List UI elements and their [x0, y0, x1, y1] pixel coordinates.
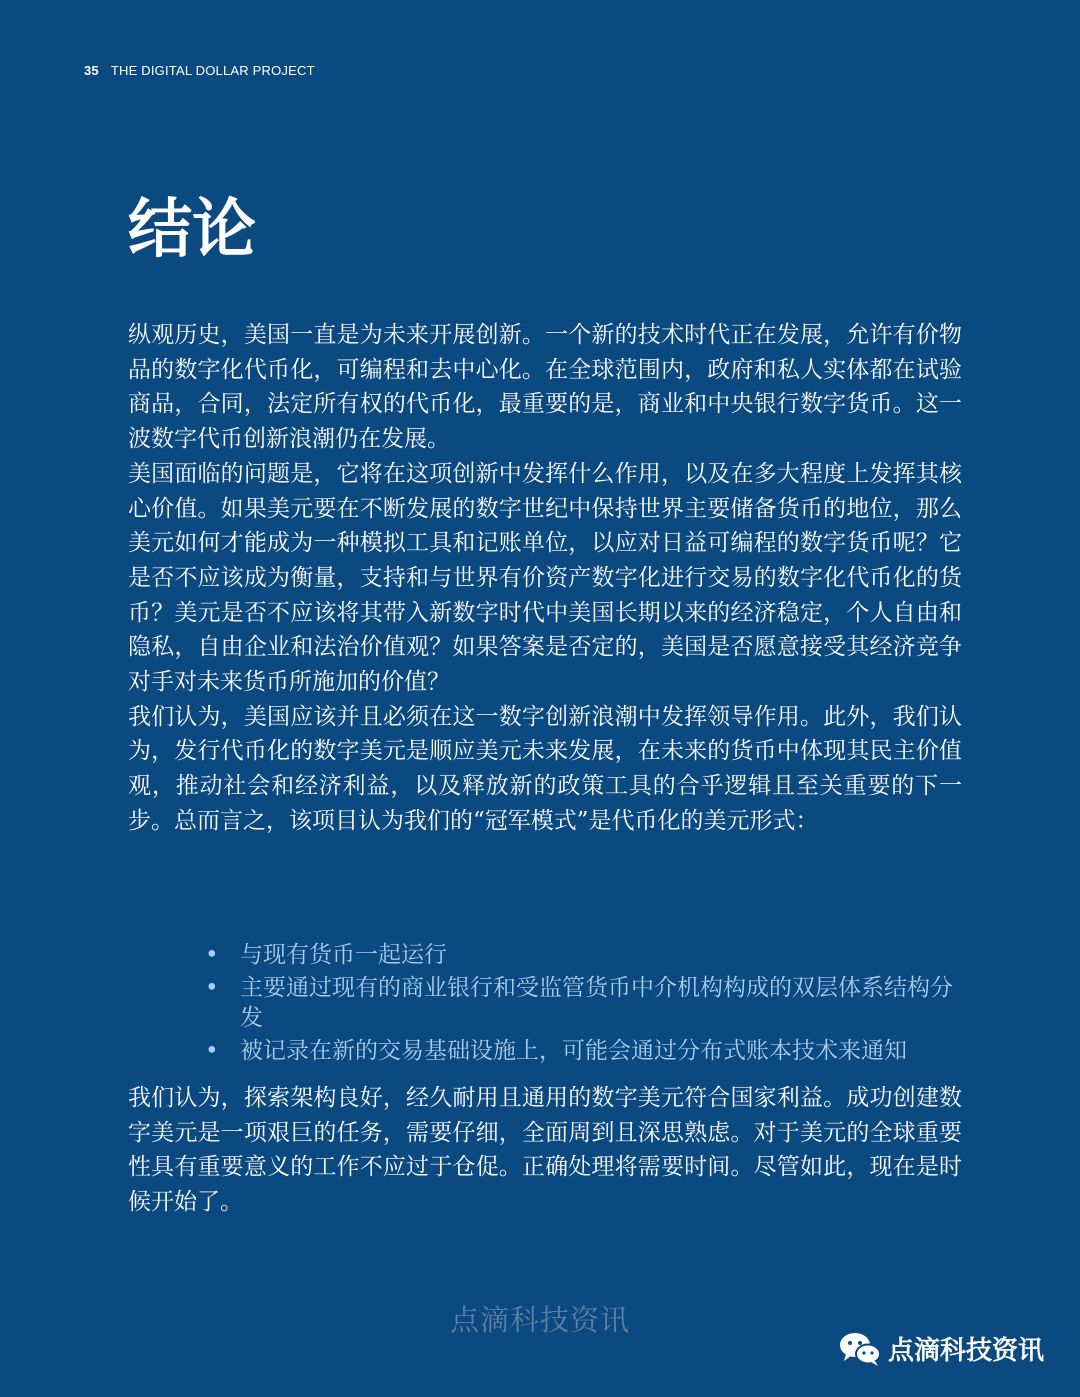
- watermark-text: 点滴科技资讯: [449, 1303, 630, 1337]
- paragraph: 纵观历史，美国一直是为未来开展创新。一个新的技术时代正在发展，允许有价物品的数字化代币化，可编程和去中心化。在全球范围内，政府和私人实体都在试验商品，合同，法定所有权的代币化，最重要的是，商业和中央银行数字货币。这一波数字代币创新浪潮仍在发展。: [128, 322, 962, 453]
- publication-name: THE DIGITAL DOLLAR PROJECT: [110, 63, 315, 78]
- wechat-icon: [838, 1331, 882, 1367]
- paragraph: 美国面临的问题是，它将在这项创新中发挥什么作用，以及在多大程度上发挥其核心价值。如果美元要在不断发展的数字世纪中保持世界主要储备货币的地位，那么美元如何才能成为一种模拟工具和记账单位，以应对日益可编程的数字货币呢？它是否不应该成为衡量，支持和与世界有价资产数字化进行交易的数字化代币化的货币？美元是否不应该将其带入新数字时代中美国长期以来的经济稳定，个人自由和隐私，自由企业和法治价值观？如果答案是否定的，美国是否愿意接受其经济竞争对手对未来货币所施加的价值？: [128, 460, 962, 696]
- bullet-glyph: •: [205, 942, 219, 968]
- intro-text: [128, 318, 962, 839]
- brand-mark: [838, 1330, 1044, 1367]
- page-title: 结论: [128, 193, 256, 267]
- bullet-list: [205, 940, 962, 1069]
- closing-text: [128, 1081, 962, 1220]
- list-item: [205, 973, 962, 1033]
- list-item-text: 被记录在新的交易基础设施上，可能会通过分布式账本技术来通知: [240, 1038, 907, 1064]
- list-item-text: 主要通过现有的商业银行和受监管货币中介机构构成的双层体系结构分发: [240, 975, 953, 1031]
- brand-name: 点滴科技资讯: [887, 1336, 1044, 1366]
- paragraph: 我们认为，美国应该并且必须在这一数字创新浪潮中发挥领导作用。此外，我们认为，发行代币化的数字美元是顺应美元未来发展，在未来的货币中体现其民主价值观，推动社会和经济利益，以及释放新的政策工具的合乎逻辑且至关重要的下一步。总而言之，该项目认为我们的“冠军模式”是代币化的美元形式：: [128, 703, 962, 834]
- page-header: [84, 63, 315, 78]
- paragraph: 我们认为，探索架构良好，经久耐用且通用的数字美元符合国家利益。成功创建数字美元是一项艰巨的任务，需要仔细，全面周到且深思熟虑。对于美元的全球重要性具有重要意义的工作不应过于仓促。正确处理将需要时间。尽管如此，现在是时候开始了。: [128, 1085, 962, 1216]
- bullet-glyph: •: [205, 1038, 219, 1064]
- list-item: [205, 940, 962, 970]
- page-number: 35: [84, 63, 99, 78]
- bullet-glyph: •: [205, 975, 219, 1001]
- list-item-text: 与现有货币一起运行: [240, 942, 447, 968]
- list-item: [205, 1036, 962, 1066]
